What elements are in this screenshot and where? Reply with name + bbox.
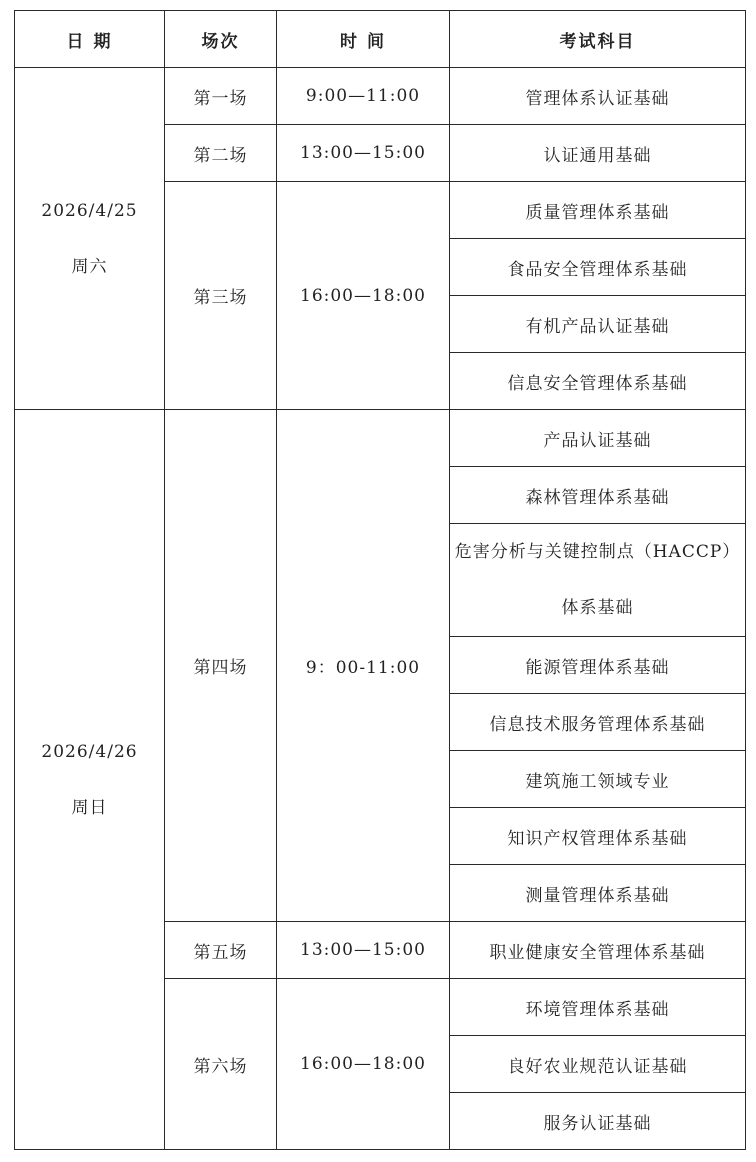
subject-cell-haccp — [450, 524, 746, 637]
subject-cell: 良好农业规范认证基础 — [450, 1036, 746, 1093]
weekday-text: 周日 — [71, 797, 108, 818]
header-session: 场次 — [165, 11, 277, 68]
subject-cell: 森林管理体系基础 — [450, 467, 746, 524]
subject-cell: 管理体系认证基础 — [450, 68, 746, 125]
subject-cell: 能源管理体系基础 — [450, 637, 746, 694]
subject-cell: 服务认证基础 — [450, 1093, 746, 1150]
time-cell: 13:00—15:00 — [277, 922, 450, 979]
session-cell: 第三场 — [165, 182, 277, 410]
date-text: 2026/4/26 — [41, 741, 138, 762]
time-cell: 13:00—15:00 — [277, 125, 450, 182]
time-cell: 9：00-11:00 — [277, 410, 450, 922]
date-text: 2026/4/25 — [41, 200, 138, 221]
session-cell: 第一场 — [165, 68, 277, 125]
header-subject: 考试科目 — [450, 11, 746, 68]
header-time: 时 间 — [277, 11, 450, 68]
time-cell: 16:00—18:00 — [277, 979, 450, 1150]
table-row — [15, 410, 746, 467]
subject-cell: 食品安全管理体系基础 — [450, 239, 746, 296]
subject-cell: 有机产品认证基础 — [450, 296, 746, 353]
session-cell: 第二场 — [165, 125, 277, 182]
header-date: 日 期 — [15, 11, 165, 68]
time-cell: 16:00—18:00 — [277, 182, 450, 410]
table-row — [15, 68, 746, 125]
session-cell: 第五场 — [165, 922, 277, 979]
subject-cell: 信息安全管理体系基础 — [450, 353, 746, 410]
subject-cell: 信息技术服务管理体系基础 — [450, 694, 746, 751]
subject-cell: 质量管理体系基础 — [450, 182, 746, 239]
date-cell-day1 — [15, 68, 165, 410]
subject-cell: 认证通用基础 — [450, 125, 746, 182]
subject-cell: 测量管理体系基础 — [450, 865, 746, 922]
session-cell: 第四场 — [165, 410, 277, 922]
subject-line-1: 危害分析与关键控制点（HACCP） — [454, 542, 741, 562]
subject-cell: 环境管理体系基础 — [450, 979, 746, 1036]
subject-cell: 建筑施工领域专业 — [450, 751, 746, 808]
subject-line-2: 体系基础 — [561, 598, 634, 618]
subject-cell: 职业健康安全管理体系基础 — [450, 922, 746, 979]
time-cell: 9:00—11:00 — [277, 68, 450, 125]
header-row — [15, 11, 746, 68]
subject-cell: 知识产权管理体系基础 — [450, 808, 746, 865]
subject-cell: 产品认证基础 — [450, 410, 746, 467]
exam-schedule-table — [14, 10, 746, 1150]
weekday-text: 周六 — [71, 256, 108, 277]
session-cell: 第六场 — [165, 979, 277, 1150]
date-cell-day2 — [15, 410, 165, 1150]
